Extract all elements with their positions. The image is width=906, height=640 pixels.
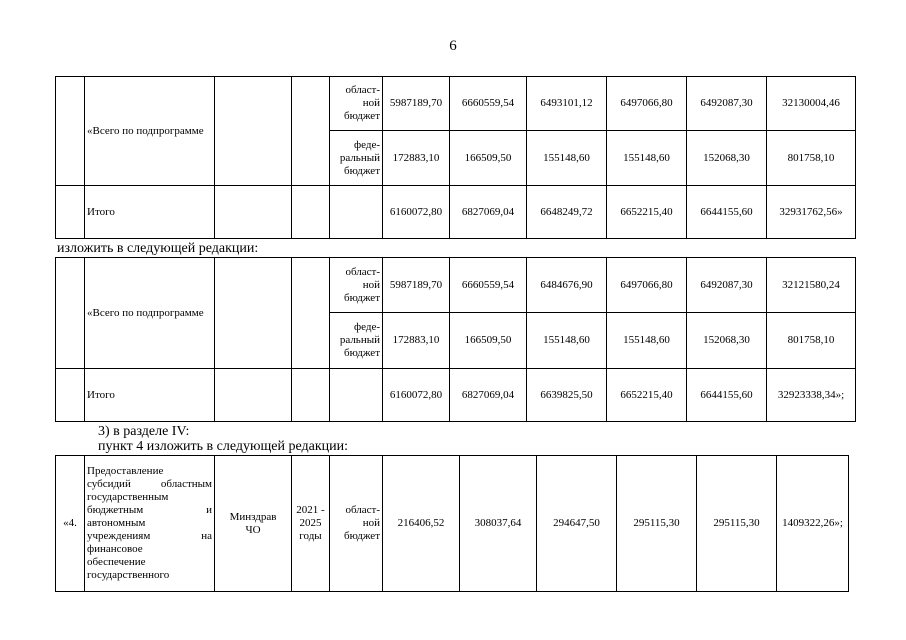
source-cell xyxy=(330,369,383,422)
executor-cell xyxy=(215,258,292,369)
period-cell xyxy=(292,186,330,239)
value-cell: 6644155,60 xyxy=(687,186,767,239)
value-cell: 155148,60 xyxy=(607,131,687,186)
num-cell xyxy=(56,186,85,239)
value-cell: 152068,30 xyxy=(687,131,767,186)
page-number: 6 xyxy=(449,38,457,54)
source-oblast-budget: област- ной бюджет xyxy=(330,456,383,592)
desc-line: государственного xyxy=(87,569,170,581)
desc-line: Предоставление xyxy=(87,465,164,477)
value-total-cell: 801758,10 xyxy=(767,313,856,369)
value-total-cell: 801758,10 xyxy=(767,131,856,186)
value-total-cell: 32121580,24 xyxy=(767,258,856,313)
value-cell: 6160072,80 xyxy=(383,186,450,239)
value-cell: 166509,50 xyxy=(450,131,527,186)
value-cell: 6644155,60 xyxy=(687,369,767,422)
num-cell xyxy=(56,369,85,422)
desc-line: учреждениям на xyxy=(87,530,212,542)
desc-line: бюджетным и xyxy=(87,504,212,516)
point-instruction: пункт 4 изложить в следующей редакции: xyxy=(98,439,348,454)
value-cell: 5987189,70 xyxy=(383,258,450,313)
value-cell: 6652215,40 xyxy=(607,369,687,422)
value-total-cell: 32130004,46 xyxy=(767,77,856,131)
value-cell: 6493101,12 xyxy=(527,77,607,131)
value-cell: 6639825,50 xyxy=(527,369,607,422)
executor-cell xyxy=(215,186,292,239)
text-between-tables: изложить в следующей редакции: xyxy=(57,241,259,256)
value-total-cell: 1409322,26»; xyxy=(777,456,849,592)
row-label-itogo: Итого xyxy=(85,186,215,239)
period-cell xyxy=(292,77,330,186)
section-heading: 3) в разделе IV: xyxy=(98,424,190,439)
period-cell xyxy=(292,258,330,369)
value-cell: 6648249,72 xyxy=(527,186,607,239)
row-label-itogo: Итого xyxy=(85,369,215,422)
desc-line: автономным xyxy=(87,517,146,529)
value-cell: 6484676,90 xyxy=(527,258,607,313)
value-cell: 172883,10 xyxy=(383,313,450,369)
desc-line: государственным xyxy=(87,491,169,503)
value-cell: 6160072,80 xyxy=(383,369,450,422)
value-cell: 6497066,80 xyxy=(607,77,687,131)
value-cell: 294647,50 xyxy=(537,456,617,592)
value-cell: 308037,64 xyxy=(460,456,537,592)
value-cell: 6497066,80 xyxy=(607,258,687,313)
item-number: «4. xyxy=(56,456,85,592)
value-total-cell: 32923338,34»; xyxy=(767,369,856,422)
value-cell: 155148,60 xyxy=(527,131,607,186)
source-federal-budget: феде- ральный бюджет xyxy=(330,131,383,186)
executor-cell xyxy=(215,77,292,186)
value-cell: 6492087,30 xyxy=(687,258,767,313)
value-cell: 155148,60 xyxy=(527,313,607,369)
value-cell: 295115,30 xyxy=(697,456,777,592)
budget-table-original xyxy=(55,76,856,239)
source-oblast-budget: област- ной бюджет xyxy=(330,258,383,313)
value-cell: 6660559,54 xyxy=(450,77,527,131)
value-cell: 6652215,40 xyxy=(607,186,687,239)
source-federal-budget: феде- ральный бюджет xyxy=(330,313,383,369)
value-cell: 155148,60 xyxy=(607,313,687,369)
value-cell: 6492087,30 xyxy=(687,77,767,131)
value-cell: 5987189,70 xyxy=(383,77,450,131)
value-cell: 172883,10 xyxy=(383,131,450,186)
value-cell: 152068,30 xyxy=(687,313,767,369)
value-cell: 295115,30 xyxy=(617,456,697,592)
source-oblast-budget: област- ной бюджет xyxy=(330,77,383,131)
executor-cell xyxy=(215,369,292,422)
period: 2021 - 2025 годы xyxy=(292,456,330,592)
desc-line: субсидий областным xyxy=(87,478,212,490)
desc-line: финансовое xyxy=(87,543,143,555)
value-cell: 166509,50 xyxy=(450,313,527,369)
value-cell: 6660559,54 xyxy=(450,258,527,313)
item-description xyxy=(85,456,215,592)
num-cell xyxy=(56,258,85,369)
num-cell xyxy=(56,77,85,186)
value-cell: 216406,52 xyxy=(383,456,460,592)
executor: Минздрав ЧО xyxy=(215,456,292,592)
row-label-total-subprogram: «Всего по подпрограмме xyxy=(85,258,215,369)
value-total-cell: 32931762,56» xyxy=(767,186,856,239)
value-cell: 6827069,04 xyxy=(450,369,527,422)
row-label-total-subprogram: «Всего по подпрограмме xyxy=(85,77,215,186)
period-cell xyxy=(292,369,330,422)
budget-table-revised xyxy=(55,257,856,422)
desc-line: обеспечение xyxy=(87,556,146,568)
point-4-table xyxy=(55,455,849,592)
value-cell: 6827069,04 xyxy=(450,186,527,239)
source-cell xyxy=(330,186,383,239)
